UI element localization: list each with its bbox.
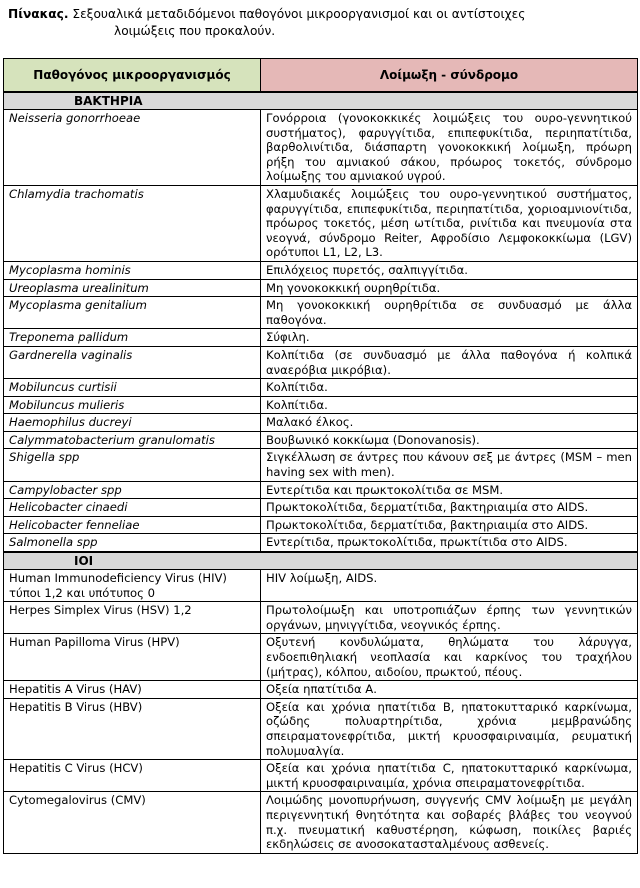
table-row	[4, 379, 638, 397]
pathogen-cell: Helicobacter cinaedi	[4, 499, 261, 517]
pathogen-cell: Mycoplasma genitalium	[4, 297, 261, 329]
pathogen-cell: Helicobacter fenneliae	[4, 516, 261, 534]
pathogen-cell: Hepatitis A Virus (HAV)	[4, 681, 261, 699]
infection-cell: Οξεία και χρόνια ηπατίτιδα C, ηπατοκυτταρικό καρκίνωμα, μικτή κρυοσφαιριναιμία, χρόνια σπειραματονεφρίτιδα.	[261, 760, 638, 792]
table-row	[4, 431, 638, 449]
pathogen-cell: Hepatitis B Virus (HBV)	[4, 698, 261, 759]
infection-cell: Σιγκέλλωση σε άντρες που κάνουν σεξ με άντρες (MSM – men having sex with men).	[261, 449, 638, 481]
table-row	[4, 516, 638, 534]
caption-label: Πίνακας.	[8, 7, 69, 21]
pathogen-cell: Human Immunodeficiency Virus (HIV) τύποι 1,2 και υπότυπος 0	[4, 570, 261, 602]
infection-cell: Γονόρροια (γονοκοκκικές λοιμώξεις του ουρο-γεννητικού συστήματος), φαρυγγίτιδα, επιπεφυκίτιδα, περιηπατίτιδα, βαρθολινίτιδα, διάσπαρτη γονοκοκκική λοίμωξη, πρόωρη ρήξη του αμνιακού σάκου, πρόωρος τοκετός, σύνδρομο λοίμωξης του αμνιακού υγρού.	[261, 110, 638, 186]
pathogen-cell: Haemophilus ducreyi	[4, 414, 261, 432]
section-row-viruses	[4, 552, 638, 570]
section-title-bacteria: ΒΑΚΤΗΡΙΑ	[4, 92, 638, 110]
infection-cell: Πρωκτοκολίτιδα, δερματίτιδα, βακτηριαιμία στο AIDS.	[261, 499, 638, 517]
table-row	[4, 760, 638, 792]
table-caption	[8, 6, 630, 40]
pathogen-cell: Neisseria gonorrhoeae	[4, 110, 261, 186]
infection-cell: Κολπίτιδα (σε συνδυασμό με άλλα παθογόνα ή κολπικά αναερόβια μικρόβια).	[261, 346, 638, 378]
infection-cell: Οξεία και χρόνια ηπατίτιδα Β, ηπατοκυτταρικό καρκίνωμα, οζώδης πολυαρτηρίτιδα, χρόνια μεμβρανώδης σπειραματονεφρίτιδα, μικτή κρυοσφαιριναιμία, ρευματική πολυμυαλγία.	[261, 698, 638, 759]
section-row-bacteria	[4, 92, 638, 110]
caption-line-1: Σεξουαλικά μεταδιδόμενοι παθογόνοι μικροοργανισμοί και οι αντίστοιχες	[72, 7, 526, 21]
pathogen-table	[3, 58, 638, 854]
table-row	[4, 481, 638, 499]
table-row	[4, 449, 638, 481]
table-row	[4, 396, 638, 414]
pathogen-cell: Campylobacter spp	[4, 481, 261, 499]
infection-cell: Βουβωνικό κοκκίωμα (Donovanosis).	[261, 431, 638, 449]
table-row	[4, 329, 638, 347]
section-title-viruses: ΙΟΙ	[4, 552, 638, 570]
caption-line-2: λοιμώξεις που προκαλούν.	[114, 24, 276, 38]
table-row	[4, 185, 638, 261]
pathogen-cell: Cytomegalovirus (CMV)	[4, 792, 261, 853]
header-pathogen: Παθογόνος μικροοργανισμός	[4, 59, 261, 93]
infection-cell: Εντερίτιδα και πρωκτοκολίτιδα σε MSM.	[261, 481, 638, 499]
table-row	[4, 602, 638, 634]
table-header-row	[4, 59, 638, 93]
infection-cell: Χλαμυδιακές λοιμώξεις του ουρο-γεννητικού συστήματος, φαρυγγίτιδα, επιπεφυκίτιδα, περιηπατίτιδα, χοριοαμνιονίτιδα, πρόωρος τοκετός, μέση ωτίτιδα, ρινίτιδα και πνευμονία στα νεογνά, σύνδρομο Reiter, Αφροδίσιο Λεμφοκοκκίωμα (LGV) ορότυποι L1, L2, L3.	[261, 185, 638, 261]
table-row	[4, 110, 638, 186]
infection-cell: Κολπίτιδα.	[261, 379, 638, 397]
pathogen-cell: Gardnerella vaginalis	[4, 346, 261, 378]
table-row	[4, 534, 638, 552]
table-row	[4, 499, 638, 517]
infection-cell: Κολπίτιδα.	[261, 396, 638, 414]
table-row	[4, 346, 638, 378]
pathogen-cell: Hepatitis C Virus (HCV)	[4, 760, 261, 792]
table-row	[4, 570, 638, 602]
pathogen-cell: Calymmatobacterium granulomatis	[4, 431, 261, 449]
table-row	[4, 414, 638, 432]
pathogen-cell: Treponema pallidum	[4, 329, 261, 347]
infection-cell: HIV λοίμωξη, AIDS.	[261, 570, 638, 602]
pathogen-cell: Mobiluncus mulieris	[4, 396, 261, 414]
infection-cell: Επιλόχειος πυρετός, σαλπιγγίτιδα.	[261, 261, 638, 279]
infection-cell: Πρωτολοίμωξη και υποτροπιάζων έρπης των γεννητικών οργάνων, μηνιγγίτιδα, νεογνικός έρπης.	[261, 602, 638, 634]
table-row	[4, 792, 638, 853]
pathogen-cell: Mycoplasma hominis	[4, 261, 261, 279]
pathogen-cell: Ureoplasma urealinitum	[4, 279, 261, 297]
infection-cell: Λοιμώδης μονοπυρήνωση, συγγενής CMV λοίμωξη με μεγάλη περιγεννητική θνητότητα και σοβαρές βλάβες του νεογνού π.χ. πνευματική καθυστέρηση, κώφωση, ποικίλες βαριές εκδηλώσεις σε ανοσοκατασταλμένους ασθενείς.	[261, 792, 638, 853]
table-row	[4, 297, 638, 329]
infection-cell: Οξυτενή κονδυλώματα, θηλώματα του λάρυγγα, ενδοεπιθηλιακή νεοπλασία και καρκίνος του τραχήλου (μήτρας), κόλπου, αιδοίου, πρωκτού, πέους.	[261, 634, 638, 681]
table-row	[4, 634, 638, 681]
infection-cell: Οξεία ηπατίτιδα Α.	[261, 681, 638, 699]
pathogen-cell: Shigella spp	[4, 449, 261, 481]
pathogen-cell: Human Papilloma Virus (HPV)	[4, 634, 261, 681]
pathogen-cell: Mobiluncus curtisii	[4, 379, 261, 397]
pathogen-cell: Herpes Simplex Virus (HSV) 1,2	[4, 602, 261, 634]
pathogen-cell: Salmonella spp	[4, 534, 261, 552]
table-row	[4, 681, 638, 699]
infection-cell: Εντερίτιδα, πρωκτοκολίτιδα, πρωκτίτιδα στο AIDS.	[261, 534, 638, 552]
table-row	[4, 261, 638, 279]
table-row	[4, 279, 638, 297]
infection-cell: Μη γονοκοκκική ουρηθρίτιδα.	[261, 279, 638, 297]
infection-cell: Πρωκτοκολίτιδα, δερματίτιδα, βακτηριαιμία στο AIDS.	[261, 516, 638, 534]
header-infection: Λοίμωξη - σύνδρομο	[261, 59, 638, 93]
infection-cell: Μη γονοκοκκική ουρηθρίτιδα σε συνδυασμό με άλλα παθογόνα.	[261, 297, 638, 329]
infection-cell: Μαλακό έλκος.	[261, 414, 638, 432]
infection-cell: Σύφιλη.	[261, 329, 638, 347]
table-row	[4, 698, 638, 759]
pathogen-cell: Chlamydia trachomatis	[4, 185, 261, 261]
